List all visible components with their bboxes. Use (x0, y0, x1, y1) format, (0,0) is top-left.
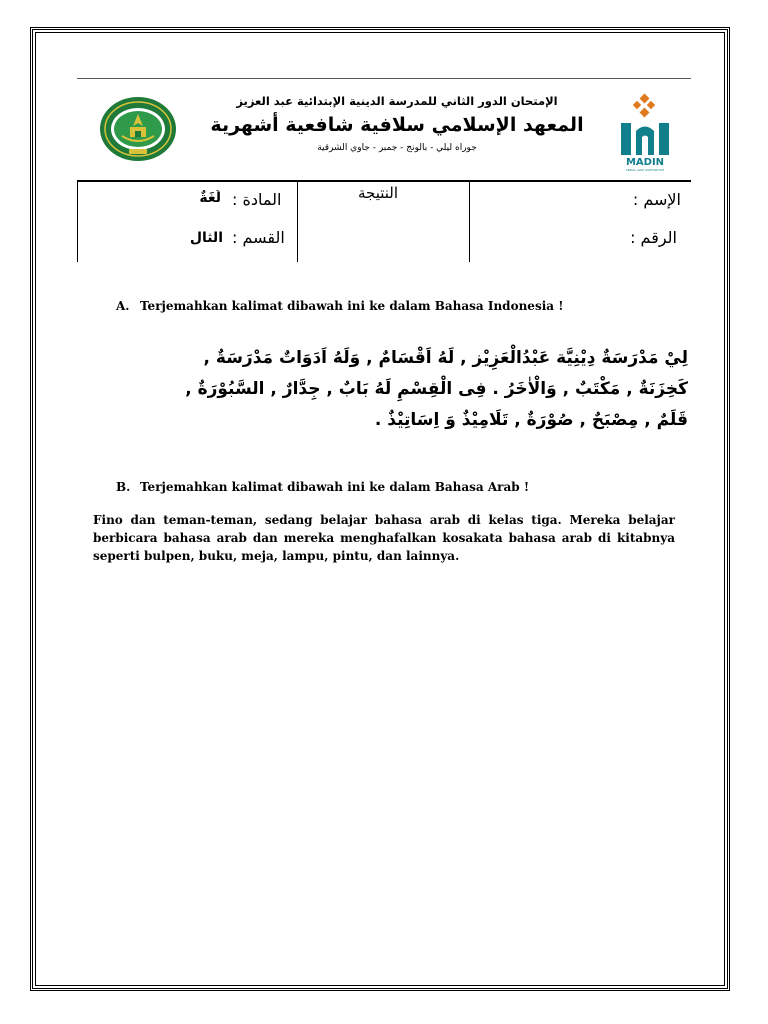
institute-address: جوراه ليلي - بالونج - جمبر - جاوي الشرقية (317, 143, 477, 153)
name-label: الإسم : (632, 190, 681, 209)
arabic-line: كَخِزَنَةٌ , مَكْتَبٌ , وَالْاٰخَرُ . فِى الْقِسْمِ لَهُ بَابٌ , جِدَّارٌ , السَّبُوْرَةٌ , (185, 379, 688, 399)
letterhead (77, 78, 691, 262)
section-b-instruction: Terjemahkan kalimat dibawah ini ke dalam Bahasa Arab ! (140, 480, 530, 494)
section-b-marker: B. (116, 480, 131, 494)
arabic-text-block (128, 343, 688, 436)
madin-logo-icon (617, 93, 673, 173)
arabic-line: قَلَمٌ , مِصْبَحٌ , صُوْرَةٌ , تَلَامِيْذٌ وَ اِسَاتِيْذٌ . (374, 410, 688, 430)
school-seal-icon (99, 96, 177, 162)
institute-name: المعهد الإسلامي سلافية شافعية أشهرية (210, 114, 584, 136)
translation-paragraph: Fino dan teman-teman, sedang belajar bahasa arab di kelas tiga. Mereka belajar berbicara bahasa arab dan mereka menghafalkan kosakata bahasa arab di kitabnya seperti bulpen, buku, meja, lampu, pintu, dan lainnya. (93, 513, 675, 563)
student-id-grid (77, 182, 691, 262)
number-label: الرقم : (630, 228, 677, 247)
exam-title: الإمتحان الدور الثاني للمدرسة الدينية الإبتدائية عبد العزيز (236, 94, 558, 108)
class-value: الثال (189, 230, 223, 246)
arabic-line: لِيْ مَدْرَسَةٌ دِيْنِيَّة عَبْدُالْعَزِيْز , لَهُ اَقْسَامٌ , وَلَهُ اَدَوَاتٌ مَدْرَسَةٌ , (203, 348, 688, 368)
grid-divider (297, 182, 298, 262)
class-label: القسم : (232, 228, 285, 247)
subject-label: المادة : (232, 190, 282, 209)
grid-divider (77, 182, 78, 262)
section-a-marker: A. (116, 299, 130, 313)
result-label: النتيجة (358, 184, 399, 202)
header-text (207, 93, 587, 155)
madin-logo-text: MADIN (625, 157, 665, 168)
header-band (77, 79, 691, 182)
section-b-heading (116, 480, 529, 494)
section-a-heading (116, 299, 563, 313)
subject-value: لُغَةٌ (199, 190, 221, 206)
grid-divider (469, 182, 470, 262)
section-a-instruction: Terjemahkan kalimat dibawah ini ke dalam Bahasa Indonesia ! (140, 299, 564, 313)
madin-logo-subtext: ABDUL AZIZ ASHHARIYAH (625, 168, 665, 172)
